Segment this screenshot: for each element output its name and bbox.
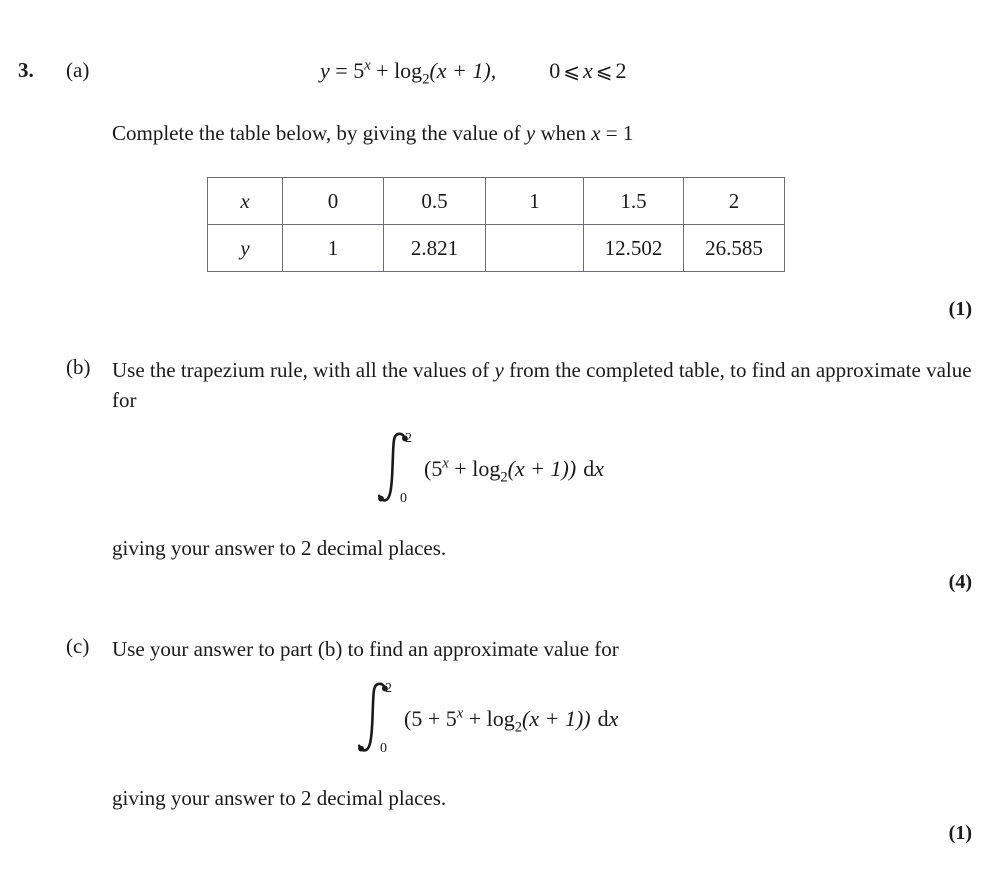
part-b-instruction	[112, 355, 972, 415]
integral-upper-limit-c: 2	[385, 681, 392, 696]
integrand-b-plus: +	[454, 456, 467, 481]
part-c-closing-text: giving your answer to 2 decimal places.	[112, 786, 447, 810]
integrand-c-log-argument: (x + 1))	[522, 706, 591, 731]
integrand-c-exponent: x	[456, 705, 464, 722]
integrand-b-differential-var: x	[594, 456, 604, 481]
equation-lhs: y	[320, 58, 330, 83]
part-b-variable-y: y	[494, 358, 504, 382]
instruction-variable-x: x	[591, 121, 601, 145]
integrand-c-open-paren: (	[404, 706, 412, 731]
equation-log-base: 2	[422, 71, 430, 88]
integral-sign-icon	[378, 432, 422, 506]
integrand-b-differential: dx	[583, 456, 604, 481]
integrand-c-plus-1: +	[427, 706, 441, 731]
instruction-text-tail: = 1	[600, 121, 634, 145]
instruction-text-lead: Complete the table below, by giving the value of	[112, 121, 526, 145]
integrand-b-open-paren: (	[424, 456, 432, 481]
table-cell-y-1-blank[interactable]	[486, 225, 584, 272]
part-c-instruction: Use your answer to part (b) to find an approximate value for	[112, 637, 619, 661]
table-cell-y-0: 1	[283, 225, 384, 272]
equation-log: log	[394, 58, 423, 83]
integral-lower-limit-c: 0	[380, 741, 387, 756]
equation-domain	[549, 58, 626, 83]
part-label-c	[66, 634, 89, 659]
table-row-label-y: y	[208, 225, 283, 272]
integral-sign-icon-c	[358, 682, 402, 756]
complete-table-instruction	[112, 118, 633, 148]
question-number: 3.	[18, 58, 34, 82]
integrand-b-log-argument: (x + 1))	[507, 456, 577, 481]
integrand-c-log-base: 2	[514, 719, 523, 736]
integrand-b-log-base: 2	[500, 469, 508, 486]
marks-part-c: (1)	[948, 822, 972, 844]
integrand-b-exponent: x	[442, 455, 449, 472]
part-b-closing-text: giving your answer to 2 decimal places.	[112, 536, 447, 560]
equation-plus: +	[376, 58, 389, 83]
equation-equals: =	[335, 58, 348, 83]
table-row-label-x: x	[208, 178, 283, 225]
equation-base: 5	[353, 58, 365, 83]
integrand-c-constant: 5	[411, 706, 423, 731]
integrand-b-log: log	[472, 456, 501, 481]
integrand-c	[404, 705, 591, 736]
integral-expression-c	[358, 682, 618, 756]
table-cell-x-2: 2	[684, 178, 785, 225]
equation-exponent: x	[364, 57, 371, 74]
domain-lower-bound: 0	[549, 58, 561, 83]
table-cell-y-1.5: 12.502	[584, 225, 684, 272]
table-cell-y-2: 26.585	[684, 225, 785, 272]
table-cell-x-1.5: 1.5	[584, 178, 684, 225]
integrand-b	[424, 455, 577, 486]
table-cell-y-0.5: 2.821	[384, 225, 486, 272]
table-cell-x-0.5: 0.5	[384, 178, 486, 225]
table-row-x	[208, 178, 785, 225]
marks-part-b: (4)	[948, 571, 972, 593]
table-cell-x-1: 1	[486, 178, 584, 225]
instruction-variable-y: y	[525, 121, 536, 145]
integral-expression-b	[378, 432, 604, 506]
xy-value-table	[207, 177, 785, 272]
equation-definition	[320, 57, 627, 88]
integrand-c-plus-2: +	[468, 706, 482, 731]
table-cell-x-0: 0	[283, 178, 384, 225]
integrand-c-differential: dx	[597, 706, 619, 731]
part-label-a: (a)	[66, 58, 90, 82]
domain-relation-right: ⩽	[595, 61, 613, 83]
integral-lower-limit: 0	[400, 491, 407, 506]
integrand-c-base: 5	[445, 706, 457, 731]
part-label-c-text: (c)	[66, 634, 90, 658]
part-b-text-lead: Use the trapezium rule, with all the values of	[112, 358, 495, 382]
table-row-y	[208, 225, 785, 272]
part-label-b	[66, 355, 91, 380]
marks-part-a: (1)	[948, 298, 972, 320]
integrand-b-base: 5	[431, 456, 443, 481]
instruction-text-mid: when	[535, 121, 592, 145]
domain-variable: x	[582, 58, 593, 83]
domain-upper-bound: 2	[615, 58, 627, 83]
domain-relation-left: ⩽	[563, 61, 580, 83]
part-label-b-text: (b)	[66, 355, 91, 379]
equation-log-argument: (x + 1),	[429, 58, 497, 83]
integrand-c-log: log	[486, 706, 515, 731]
part-b-text-tail: from the completed table, to find an approximate value for	[112, 358, 972, 412]
integral-upper-limit: 2	[405, 431, 412, 446]
integrand-c-differential-var: x	[608, 706, 619, 731]
